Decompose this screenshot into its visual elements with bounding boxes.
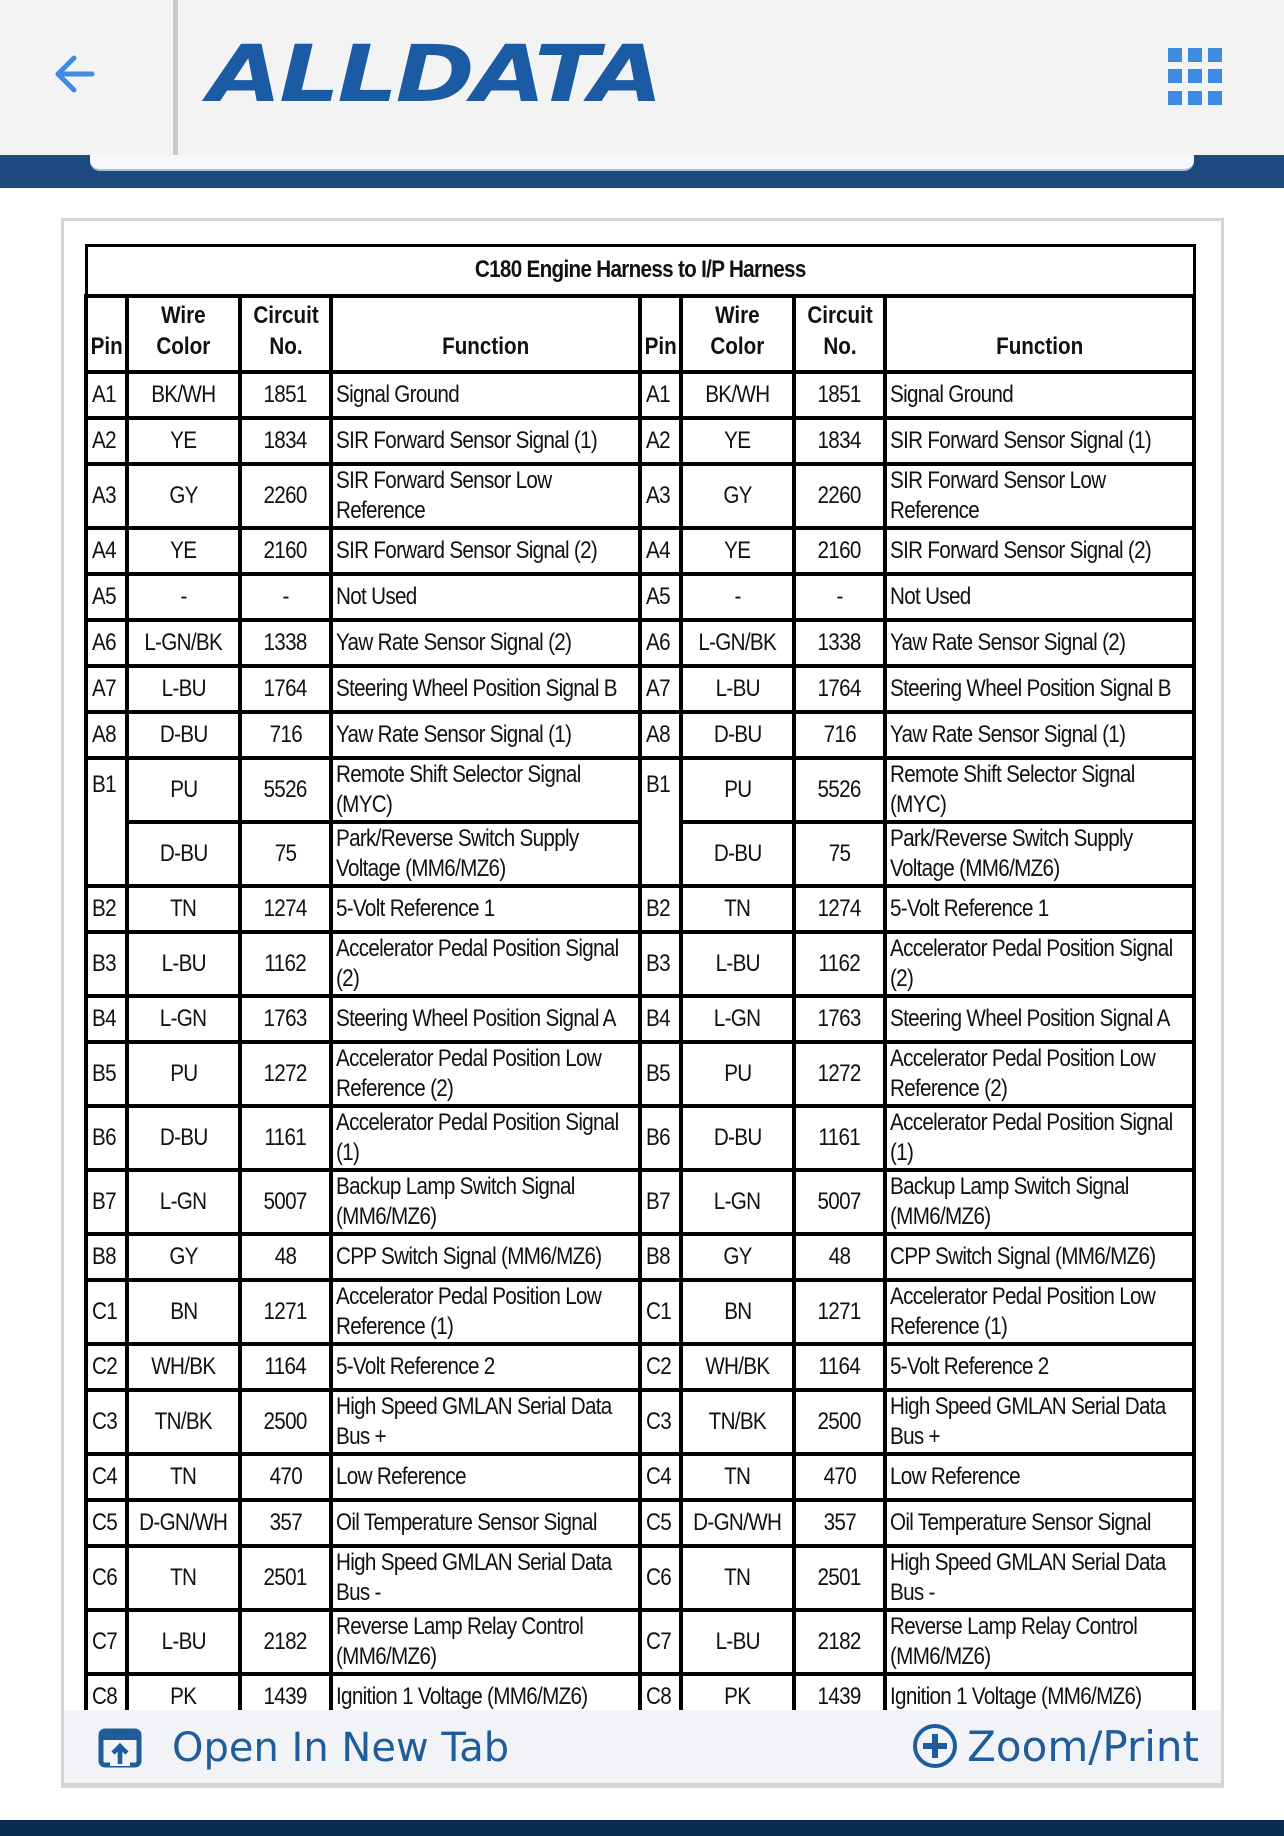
- cell-function: Backup Lamp Switch Signal (MM6/MZ6): [331, 1170, 640, 1234]
- cell-function: Accelerator Pedal Position Low Reference (2): [331, 1042, 640, 1106]
- cell-circuit: 1161: [240, 1106, 332, 1170]
- cell-pin: B5: [86, 1042, 127, 1106]
- cell-wire-color: D-BU: [127, 822, 239, 886]
- cell-wire-color: L-BU: [681, 666, 793, 712]
- zoom-print-button[interactable]: [911, 1714, 1199, 1778]
- cell-circuit: 1274: [794, 886, 886, 932]
- cell-circuit: 1834: [794, 418, 886, 464]
- cell-wire-color: TN: [127, 886, 239, 932]
- cell-circuit: 1272: [240, 1042, 332, 1106]
- col-header-pin: Pin: [86, 296, 127, 372]
- table-row: [86, 932, 1194, 996]
- cell-function: Low Reference: [885, 1454, 1194, 1500]
- table-row: [86, 666, 1194, 712]
- cell-wire-color: L-BU: [127, 932, 239, 996]
- cell-pin: A8: [86, 712, 127, 758]
- cell-function: SIR Forward Sensor Signal (1): [885, 418, 1194, 464]
- cell-wire-color: D-BU: [127, 1106, 239, 1170]
- cell-wire-color: L-GN/BK: [127, 620, 239, 666]
- cell-pin: C7: [86, 1610, 127, 1674]
- cell-circuit: 2501: [240, 1546, 332, 1610]
- cell-circuit: 1764: [240, 666, 332, 712]
- cell-wire-color: L-BU: [127, 1610, 239, 1674]
- cell-circuit: -: [240, 574, 332, 620]
- cell-function: CPP Switch Signal (MM6/MZ6): [885, 1234, 1194, 1280]
- cell-wire-color: GY: [681, 464, 793, 528]
- table-title: C180 Engine Harness to I/P Harness: [86, 246, 1194, 296]
- cell-wire-color: WH/BK: [681, 1344, 793, 1390]
- cell-circuit: 716: [794, 712, 886, 758]
- cell-wire-color: BK/WH: [681, 372, 793, 418]
- cell-circuit: 75: [794, 822, 886, 886]
- cell-pin: C5: [86, 1500, 127, 1546]
- cell-pin: A7: [86, 666, 127, 712]
- table-row: [86, 1546, 1194, 1610]
- cell-pin: A3: [640, 464, 681, 528]
- cell-pin: C2: [86, 1344, 127, 1390]
- cell-wire-color: TN/BK: [681, 1390, 793, 1454]
- cell-function: SIR Forward Sensor Signal (2): [885, 528, 1194, 574]
- cell-function: Park/Reverse Switch Supply Voltage (MM6/MZ6): [331, 822, 640, 886]
- cell-function: Steering Wheel Position Signal B: [331, 666, 640, 712]
- cell-wire-color: YE: [681, 528, 793, 574]
- cell-wire-color: BN: [127, 1280, 239, 1344]
- cell-circuit: 5526: [240, 758, 332, 822]
- cell-pin: A6: [86, 620, 127, 666]
- cell-pin: C1: [86, 1280, 127, 1344]
- cell-wire-color: BN: [681, 1280, 793, 1344]
- cell-wire-color: TN: [681, 1454, 793, 1500]
- cell-wire-color: L-BU: [681, 1610, 793, 1674]
- cell-wire-color: BK/WH: [127, 372, 239, 418]
- cell-circuit: 716: [240, 712, 332, 758]
- cell-wire-color: L-BU: [681, 932, 793, 996]
- cell-pin: A1: [640, 372, 681, 418]
- cell-wire-color: PU: [127, 1042, 239, 1106]
- cell-wire-color: YE: [681, 418, 793, 464]
- cell-wire-color: WH/BK: [127, 1344, 239, 1390]
- cell-function: Accelerator Pedal Position Signal (1): [885, 1106, 1194, 1170]
- header-tab-strip: [90, 155, 1194, 171]
- cell-wire-color: PU: [681, 1042, 793, 1106]
- cell-circuit: 5007: [794, 1170, 886, 1234]
- table-row: [86, 372, 1194, 418]
- cell-circuit: 48: [240, 1234, 332, 1280]
- col-header-wire-color: Wire Color: [127, 296, 239, 372]
- table-row: [86, 620, 1194, 666]
- cell-wire-color: D-GN/WH: [127, 1500, 239, 1546]
- cell-function: Accelerator Pedal Position Signal (2): [885, 932, 1194, 996]
- table-row: [86, 1106, 1194, 1170]
- cell-pin: B2: [86, 886, 127, 932]
- col-header-function: Function: [331, 296, 640, 372]
- col-header-circuit: Circuit No.: [794, 296, 886, 372]
- table-row: [86, 1042, 1194, 1106]
- cell-function: 5-Volt Reference 1: [885, 886, 1194, 932]
- cell-function: High Speed GMLAN Serial Data Bus -: [885, 1546, 1194, 1610]
- cell-function: 5-Volt Reference 2: [331, 1344, 640, 1390]
- cell-wire-color: -: [127, 574, 239, 620]
- cell-function: Oil Temperature Sensor Signal: [331, 1500, 640, 1546]
- cell-function: Yaw Rate Sensor Signal (1): [885, 712, 1194, 758]
- cell-circuit: 1338: [794, 620, 886, 666]
- col-header-function: Function: [885, 296, 1194, 372]
- cell-circuit: 1851: [794, 372, 886, 418]
- cell-wire-color: PK: [681, 1674, 793, 1720]
- cell-pin: C8: [640, 1674, 681, 1720]
- cell-circuit: 2500: [794, 1390, 886, 1454]
- cell-pin: C4: [86, 1454, 127, 1500]
- cell-function: Reverse Lamp Relay Control (MM6/MZ6): [331, 1610, 640, 1674]
- cell-circuit: 470: [240, 1454, 332, 1500]
- cell-function: High Speed GMLAN Serial Data Bus +: [885, 1390, 1194, 1454]
- cell-function: CPP Switch Signal (MM6/MZ6): [331, 1234, 640, 1280]
- table-row: [86, 418, 1194, 464]
- cell-circuit: 1439: [240, 1674, 332, 1720]
- cell-wire-color: L-GN: [681, 1170, 793, 1234]
- table-row: [86, 886, 1194, 932]
- open-external-icon: [98, 1728, 142, 1768]
- cell-pin: C4: [640, 1454, 681, 1500]
- cell-wire-color: TN/BK: [127, 1390, 239, 1454]
- cell-function: Accelerator Pedal Position Low Reference (1): [331, 1280, 640, 1344]
- cell-pin: B5: [640, 1042, 681, 1106]
- cell-circuit: 2501: [794, 1546, 886, 1610]
- table-row: [86, 1170, 1194, 1234]
- cell-function: Reverse Lamp Relay Control (MM6/MZ6): [885, 1610, 1194, 1674]
- table-row: [86, 574, 1194, 620]
- header-divider: [173, 0, 178, 155]
- table-row: [86, 464, 1194, 528]
- col-header-pin: Pin: [640, 296, 681, 372]
- cell-pin: B1: [86, 758, 127, 886]
- cell-function: Low Reference: [331, 1454, 640, 1500]
- open-in-new-tab-button[interactable]: [98, 1718, 509, 1778]
- cell-wire-color: D-GN/WH: [681, 1500, 793, 1546]
- grid-icon: [1168, 48, 1182, 62]
- cell-circuit: -: [794, 574, 886, 620]
- cell-wire-color: L-GN/BK: [681, 620, 793, 666]
- cell-function: Steering Wheel Position Signal A: [331, 996, 640, 1042]
- cell-wire-color: D-BU: [681, 712, 793, 758]
- cell-circuit: 1271: [240, 1280, 332, 1344]
- cell-circuit: 5526: [794, 758, 886, 822]
- cell-pin: B4: [640, 996, 681, 1042]
- cell-circuit: 1851: [240, 372, 332, 418]
- cell-wire-color: PU: [127, 758, 239, 822]
- cell-wire-color: GY: [681, 1234, 793, 1280]
- app-header: [0, 0, 1284, 155]
- cell-pin: B4: [86, 996, 127, 1042]
- cell-circuit: 1834: [240, 418, 332, 464]
- table-row: [86, 1280, 1194, 1344]
- cell-wire-color: D-BU: [681, 822, 793, 886]
- arrow-left-icon: [50, 44, 110, 104]
- cell-function: Accelerator Pedal Position Low Reference (2): [885, 1042, 1194, 1106]
- cell-pin: C8: [86, 1674, 127, 1720]
- cell-circuit: 1162: [794, 932, 886, 996]
- cell-circuit: 1161: [794, 1106, 886, 1170]
- cell-pin: B6: [640, 1106, 681, 1170]
- document-actions-bar: [64, 1710, 1221, 1786]
- cell-wire-color: L-GN: [681, 996, 793, 1042]
- bottom-bar: [0, 1820, 1284, 1836]
- cell-circuit: 1338: [240, 620, 332, 666]
- cell-wire-color: L-GN: [127, 996, 239, 1042]
- cell-circuit: 357: [240, 1500, 332, 1546]
- cell-pin: B7: [86, 1170, 127, 1234]
- cell-function: SIR Forward Sensor Low Reference: [885, 464, 1194, 528]
- cell-pin: A1: [86, 372, 127, 418]
- col-header-wire-color: Wire Color: [681, 296, 793, 372]
- cell-circuit: 1162: [240, 932, 332, 996]
- cell-circuit: 1763: [240, 996, 332, 1042]
- cell-function: Yaw Rate Sensor Signal (1): [331, 712, 640, 758]
- cell-wire-color: TN: [127, 1454, 239, 1500]
- zoom-print-label: Zoom/Print: [967, 1721, 1199, 1771]
- table-row: [86, 758, 1194, 822]
- cell-function: High Speed GMLAN Serial Data Bus -: [331, 1546, 640, 1610]
- cell-function: Signal Ground: [331, 372, 640, 418]
- cell-wire-color: PU: [681, 758, 793, 822]
- cell-wire-color: L-GN: [127, 1170, 239, 1234]
- table-row: [86, 528, 1194, 574]
- cell-pin: C3: [640, 1390, 681, 1454]
- cell-circuit: 1164: [794, 1344, 886, 1390]
- cell-pin: C7: [640, 1610, 681, 1674]
- cell-wire-color: -: [681, 574, 793, 620]
- cell-circuit: 1274: [240, 886, 332, 932]
- cell-circuit: 2500: [240, 1390, 332, 1454]
- cell-circuit: 357: [794, 1500, 886, 1546]
- cell-pin: B8: [86, 1234, 127, 1280]
- table-row: [86, 1500, 1194, 1546]
- cell-pin: A7: [640, 666, 681, 712]
- cell-function: Accelerator Pedal Position Low Reference (1): [885, 1280, 1194, 1344]
- cell-function: Steering Wheel Position Signal A: [885, 996, 1194, 1042]
- cell-pin: C6: [86, 1546, 127, 1610]
- cell-circuit: 1164: [240, 1344, 332, 1390]
- cell-circuit: 48: [794, 1234, 886, 1280]
- cell-circuit: 1764: [794, 666, 886, 712]
- cell-function: Not Used: [331, 574, 640, 620]
- cell-wire-color: TN: [127, 1546, 239, 1610]
- cell-wire-color: D-BU: [127, 712, 239, 758]
- alldata-logo: ALLDATA: [208, 30, 661, 120]
- cell-circuit: 2160: [794, 528, 886, 574]
- cell-pin: A5: [640, 574, 681, 620]
- cell-pin: B3: [86, 932, 127, 996]
- cell-wire-color: YE: [127, 528, 239, 574]
- table-row: [86, 1454, 1194, 1500]
- cell-pin: C2: [640, 1344, 681, 1390]
- cell-circuit: 1763: [794, 996, 886, 1042]
- cell-pin: B7: [640, 1170, 681, 1234]
- cell-function: Signal Ground: [885, 372, 1194, 418]
- table-row: [86, 996, 1194, 1042]
- cell-pin: B1: [640, 758, 681, 886]
- cell-pin: C6: [640, 1546, 681, 1610]
- pinout-table: [84, 244, 1196, 1722]
- cell-function: Park/Reverse Switch Supply Voltage (MM6/MZ6): [885, 822, 1194, 886]
- cell-function: Ignition 1 Voltage (MM6/MZ6): [331, 1674, 640, 1720]
- cell-pin: A3: [86, 464, 127, 528]
- cell-pin: B6: [86, 1106, 127, 1170]
- cell-circuit: 470: [794, 1454, 886, 1500]
- table-row: [86, 712, 1194, 758]
- cell-circuit: 2160: [240, 528, 332, 574]
- back-button[interactable]: [50, 44, 110, 104]
- cell-pin: C5: [640, 1500, 681, 1546]
- table-row: [86, 822, 1194, 886]
- cell-circuit: 1271: [794, 1280, 886, 1344]
- cell-function: 5-Volt Reference 2: [885, 1344, 1194, 1390]
- cell-wire-color: GY: [127, 1234, 239, 1280]
- cell-pin: B8: [640, 1234, 681, 1280]
- cell-function: SIR Forward Sensor Signal (1): [331, 418, 640, 464]
- cell-circuit: 1439: [794, 1674, 886, 1720]
- table-header-row: [86, 296, 1194, 372]
- cell-function: Remote Shift Selector Signal (MYC): [331, 758, 640, 822]
- apps-menu-button[interactable]: [1168, 48, 1226, 106]
- cell-pin: A2: [86, 418, 127, 464]
- cell-function: Accelerator Pedal Position Signal (1): [331, 1106, 640, 1170]
- cell-pin: A2: [640, 418, 681, 464]
- cell-function: Ignition 1 Voltage (MM6/MZ6): [885, 1674, 1194, 1720]
- cell-pin: B3: [640, 932, 681, 996]
- cell-function: Yaw Rate Sensor Signal (2): [885, 620, 1194, 666]
- cell-pin: B2: [640, 886, 681, 932]
- cell-function: 5-Volt Reference 1: [331, 886, 640, 932]
- cell-pin: A4: [86, 528, 127, 574]
- cell-circuit: 2182: [240, 1610, 332, 1674]
- cell-wire-color: GY: [127, 464, 239, 528]
- cell-wire-color: PK: [127, 1674, 239, 1720]
- open-in-new-tab-label: Open In New Tab: [172, 1725, 510, 1771]
- cell-function: Steering Wheel Position Signal B: [885, 666, 1194, 712]
- cell-function: Not Used: [885, 574, 1194, 620]
- cell-pin: C3: [86, 1390, 127, 1454]
- cell-pin: A8: [640, 712, 681, 758]
- cell-pin: A6: [640, 620, 681, 666]
- cell-function: Remote Shift Selector Signal (MYC): [885, 758, 1194, 822]
- cell-circuit: 2260: [794, 464, 886, 528]
- cell-function: SIR Forward Sensor Low Reference: [331, 464, 640, 528]
- cell-wire-color: TN: [681, 886, 793, 932]
- table-row: [86, 1344, 1194, 1390]
- cell-function: Yaw Rate Sensor Signal (2): [331, 620, 640, 666]
- cell-wire-color: TN: [681, 1546, 793, 1610]
- cell-function: SIR Forward Sensor Signal (2): [331, 528, 640, 574]
- cell-pin: A4: [640, 528, 681, 574]
- cell-pin: A5: [86, 574, 127, 620]
- cell-circuit: 2182: [794, 1610, 886, 1674]
- cell-pin: C1: [640, 1280, 681, 1344]
- cell-circuit: 75: [240, 822, 332, 886]
- cell-circuit: 1272: [794, 1042, 886, 1106]
- cell-wire-color: YE: [127, 418, 239, 464]
- table-row: [86, 1390, 1194, 1454]
- cell-wire-color: L-BU: [127, 666, 239, 712]
- plus-circle-icon: [911, 1722, 959, 1770]
- cell-circuit: 2260: [240, 464, 332, 528]
- cell-wire-color: D-BU: [681, 1106, 793, 1170]
- cell-function: Backup Lamp Switch Signal (MM6/MZ6): [885, 1170, 1194, 1234]
- cell-function: High Speed GMLAN Serial Data Bus +: [331, 1390, 640, 1454]
- col-header-circuit: Circuit No.: [240, 296, 332, 372]
- table-row: [86, 1234, 1194, 1280]
- table-row: [86, 1610, 1194, 1674]
- cell-function: Accelerator Pedal Position Signal (2): [331, 932, 640, 996]
- cell-function: Oil Temperature Sensor Signal: [885, 1500, 1194, 1546]
- cell-circuit: 5007: [240, 1170, 332, 1234]
